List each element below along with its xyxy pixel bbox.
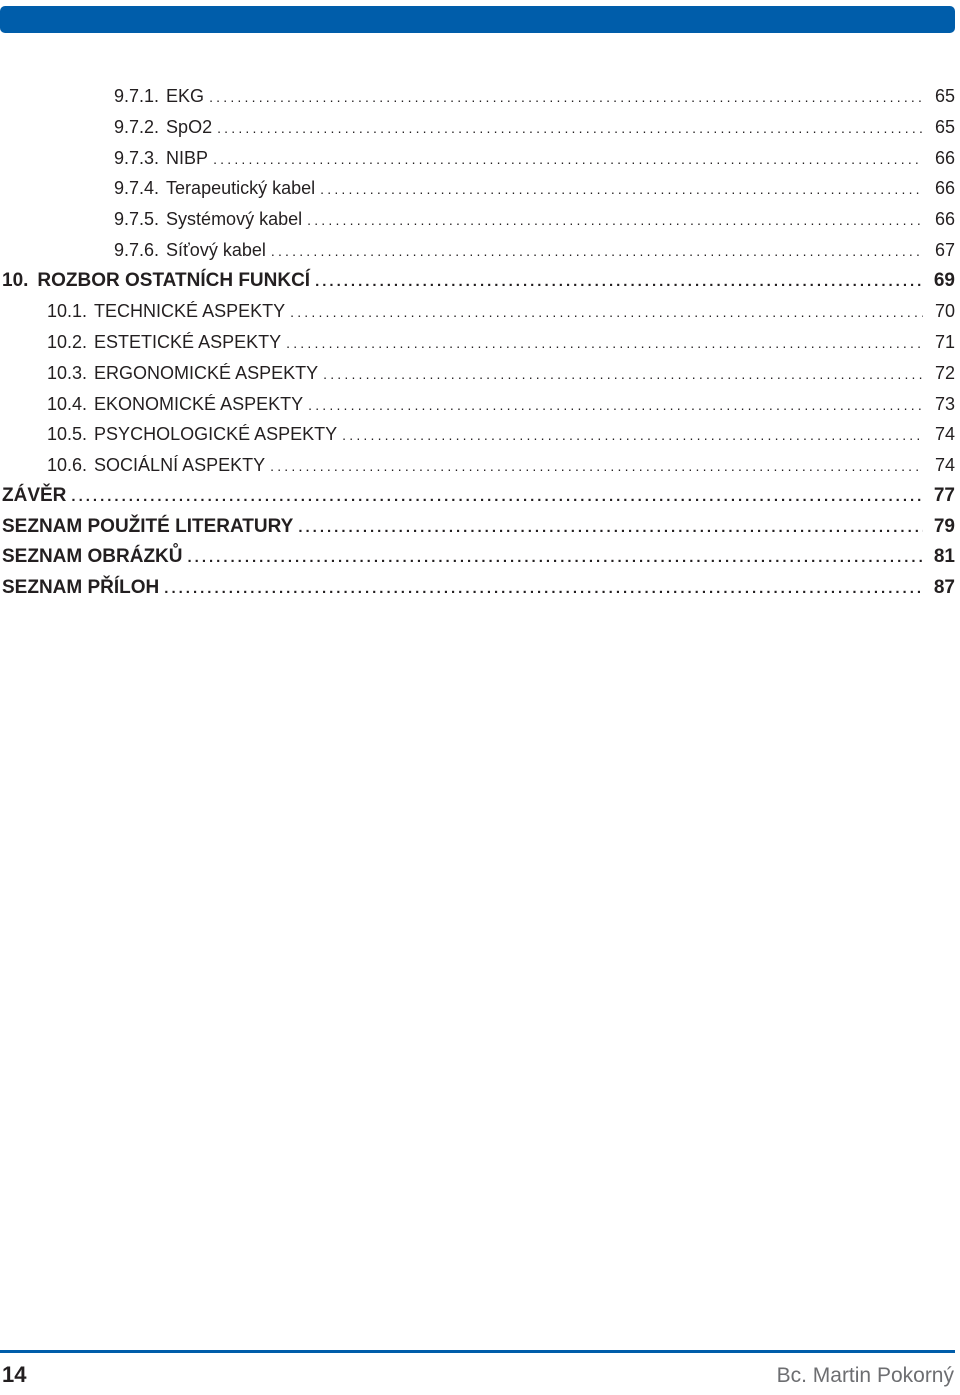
toc-dot-leader [188, 543, 924, 573]
toc-entry-title: SOCIÁLNÍ ASPEKTY [94, 455, 266, 475]
toc-entry-number: 9.7.6. [114, 239, 160, 260]
toc-chapter[interactable] [0, 512, 955, 543]
author-name: Bc. Martin Pokorný [776, 1364, 954, 1387]
toc-dot-leader [209, 82, 923, 112]
toc-entry-number: 9.7.3. [114, 147, 160, 168]
toc-section[interactable] [0, 296, 955, 327]
toc-section[interactable] [0, 450, 955, 481]
toc-dot-leader [315, 267, 923, 297]
toc-entry-title: Terapeutický kabel [166, 178, 316, 199]
toc-entry-number: 10.3. [47, 362, 88, 383]
toc-entry-number: 10.4. [47, 393, 88, 414]
toc-entry-number: 9.7.1. [114, 86, 160, 106]
toc-dot-leader [342, 420, 923, 450]
toc-entry-page: 87 [933, 577, 955, 598]
toc-entry-page: 72 [934, 362, 955, 383]
toc-entry-title: ESTETICKÉ ASPEKTY [94, 332, 282, 352]
toc-entry-title: ROZBOR OSTATNÍCH FUNKCÍ [37, 269, 311, 291]
toc-dot-leader [307, 205, 923, 235]
footer-divider [0, 1350, 955, 1353]
toc-entry-page: 73 [934, 393, 955, 414]
toc-chapter[interactable] [0, 573, 955, 604]
toc-entry-title: EKONOMICKÉ ASPEKTY [94, 393, 304, 414]
toc-entry-title: ZÁVĚR [2, 484, 67, 506]
toc-dot-leader [308, 390, 923, 420]
table-of-contents [0, 81, 955, 604]
toc-entry-page: 66 [934, 147, 955, 168]
toc-dot-leader [298, 513, 923, 543]
toc-entry-title: Síťový kabel [166, 239, 266, 260]
toc-entry-title: SEZNAM POUŽITÉ LITERATURY [2, 515, 294, 537]
toc-section[interactable] [0, 389, 955, 420]
toc-section[interactable] [0, 327, 955, 358]
toc-entry-title: SEZNAM OBRÁZKŮ [2, 546, 183, 568]
toc-entry-number: 9.7.5. [114, 209, 160, 229]
toc-dot-leader [271, 236, 923, 266]
toc-section[interactable] [0, 419, 955, 450]
toc-dot-leader [320, 174, 923, 204]
page-number: 14 [2, 1362, 27, 1387]
toc-entry-page: 77 [933, 484, 955, 506]
toc-chapter[interactable] [0, 481, 955, 512]
toc-dot-leader [217, 113, 923, 143]
toc-entry-title: SEZNAM PŘÍLOH [2, 577, 160, 598]
toc-entry[interactable] [0, 81, 955, 112]
toc-dot-leader [323, 359, 923, 389]
toc-section[interactable] [0, 358, 955, 389]
toc-entry-title: NIBP [166, 147, 209, 168]
toc-entry-number: 10.5. [47, 424, 88, 445]
toc-entry-page: 66 [934, 178, 955, 199]
toc-entry[interactable] [0, 112, 955, 143]
toc-entry[interactable] [0, 143, 955, 174]
toc-entry[interactable] [0, 173, 955, 204]
toc-entry-number: 10.1. [47, 301, 88, 322]
toc-entry-number: 9.7.4. [114, 178, 160, 199]
toc-entry-number: 9.7.2. [114, 116, 160, 137]
toc-entry-page: 74 [934, 455, 955, 475]
toc-chapter[interactable] [0, 542, 955, 573]
toc-entry-page: 71 [934, 332, 955, 352]
toc-entry-page: 65 [934, 86, 955, 106]
toc-entry-page: 70 [934, 301, 955, 322]
toc-entry-page: 74 [934, 424, 955, 445]
toc-entry-number: 10.6. [47, 455, 88, 475]
toc-dot-leader [286, 328, 923, 358]
toc-dot-leader [164, 574, 923, 604]
toc-entry-page: 79 [933, 515, 955, 537]
toc-entry[interactable] [0, 235, 955, 266]
toc-dot-leader [290, 297, 923, 327]
toc-entry-title: Systémový kabel [166, 209, 303, 229]
toc-entry-title: PSYCHOLOGICKÉ ASPEKTY [94, 424, 338, 445]
toc-dot-leader [71, 482, 923, 512]
toc-chapter[interactable] [0, 266, 955, 297]
toc-dot-leader [270, 451, 923, 481]
header-bar [0, 6, 955, 33]
toc-entry-title: ERGONOMICKÉ ASPEKTY [94, 362, 319, 383]
toc-entry-title: EKG [166, 86, 205, 106]
toc-entry-title: SpO2 [166, 116, 213, 137]
toc-entry[interactable] [0, 204, 955, 235]
toc-entry-page: 65 [934, 116, 955, 137]
toc-entry-page: 81 [933, 546, 955, 568]
toc-entry-number: 10.2. [47, 332, 88, 352]
toc-entry-page: 69 [933, 269, 955, 291]
toc-entry-number: 10. [2, 269, 29, 291]
toc-entry-page: 67 [934, 239, 955, 260]
toc-entry-page: 66 [934, 209, 955, 229]
toc-entry-title: TECHNICKÉ ASPEKTY [94, 301, 286, 322]
toc-dot-leader [213, 144, 923, 174]
